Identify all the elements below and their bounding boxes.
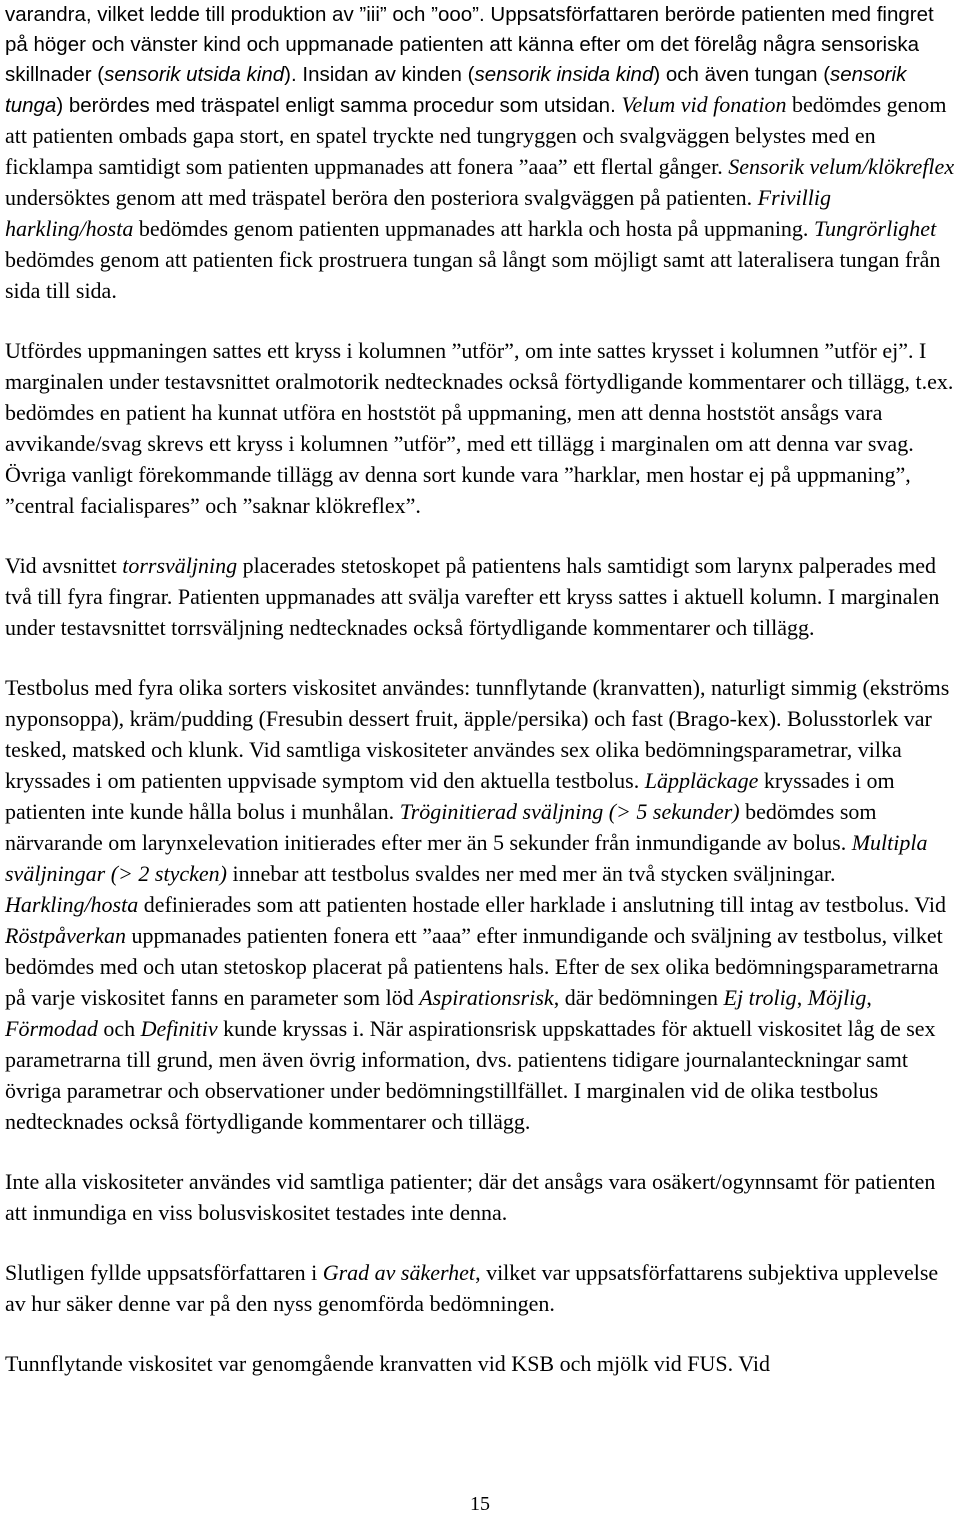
text-segment: ) och även tungan ( [653,63,831,86]
paragraph-dry-swallow [5,551,955,644]
text-segment: undersöktes genom att med träspatel beröra den posteriora svalgväggen på patienten. [5,185,758,210]
text-segment: Inte alla viskositeter användes vid samtliga patienter; där det ansågs vara osäkert/ogynnsamt för patienten att inmundiga en viss bolusviskositet testades inte denna. [5,1169,936,1225]
text-segment: , vilket var uppsatsförfattarens subjektiva upplevelse av hur säker denne var på den nyss genomförda bedömningen. [5,1260,939,1316]
italic-wrapper [5,892,139,917]
text-segment: placerades stetoskopet på patientens hals samtidigt som larynx palperades med två till fyra fingrar. Patienten uppmanades att svälja varefter ett kryss sattes i aktuell kolumn. I marginalen under testavsnittet torrsväljning nedtecknades också förtydligande kommentarer och tillägg. [5,553,940,640]
italic-term: Grad av säkerhet [322,1260,476,1285]
italic-term: sensorik tunga [5,63,907,117]
text-segment: uppmanades patienten fonera ett ”aaa” efter inmundigande och sväljning av testbolus, vilket bedömdes med och utan stetoskop placerat på patientens hals. Efter de sex olika bedömningsparametrarna på varje viskositet fanns en parameter som löd [5,923,943,1010]
text-segment: kunde kryssas i. När aspirationsrisk uppskattades för aktuell viskositet låg de sex parametrarna till grund, men även övrig information, dvs. patientens tidigare journalanteckningar samt övriga parametrar och observationer under bedömningstillfället. I marginalen vid de olika testbolus nedtecknades också förtydligande kommentarer och tillägg. [5,1016,936,1134]
page-number: 15 [470,1493,490,1515]
italic-term: Läppläckage [644,768,759,793]
italic-wrapper [140,1016,218,1041]
text-segment: Utfördes uppmaningen sattes ett kryss i kolumnen ”utför”, om inte sattes krysset i kolumnen ”utför ej”. I marginalen under testavsnittet oralmotorik nedtecknades också förtydligande kommentarer och tillägg, t.ex. bedömdes en patient ha kunnat utföra en hoststöt på uppmaning, men att denna hoststöt ansågs vara avvikande/svag skrevs ett kryss i kolumnen ”utför”, med ett tillägg i marginalen om att denna var svag. Övriga vanligt förekommande tillägg av denna sort kunde vara ”harklar, men hostar ej på uppmaning”, ”central facialispares” och ”saknar klökreflex”. [5,338,954,518]
italic-term: Velum vid fonation [621,92,787,117]
italic-term: Röstpåverkan [5,923,126,948]
paragraph-not-all [5,1167,955,1229]
italic-wrapper [399,799,740,824]
italic-wrapper [419,985,554,1010]
italic-term: Tröginitierad sväljning (> 5 sekunder) [399,799,740,824]
paragraph-oral-motor [5,0,955,307]
italic-wrapper [5,923,126,948]
italic-wrapper [474,64,653,86]
italic-term: torrsväljning [122,553,238,578]
italic-term: Multipla sväljningar (> 2 stycken) [5,830,928,886]
italic-wrapper [322,1260,476,1285]
text-segment: kryssades i om patienten inte kunde hålla bolus i munhålan. [5,768,895,824]
text-segment: och [97,1016,141,1041]
text-segment: ) berördes med träspatel enligt samma procedur som utsidan. [56,94,622,117]
italic-term: Aspirationsrisk [419,985,554,1010]
paragraph-test-bolus [5,673,955,1138]
text-segment: definierades som att patienten hostade eller harklade i anslutning till intag av testbolus. Vid [138,892,947,917]
text-segment: bedömdes genom att patienten ombads gapa stort, en spatel tryckte ned tungryggen och svalgväggen belystes med en ficklampa samtidigt som patienten uppmanades att fonera ”aaa” ett flertal gånger. [5,92,947,179]
italic-term: Möjlig [807,985,867,1010]
text-segment: bedömdes genom patienten uppmanades att harkla och hosta på uppmaning. [133,216,814,241]
italic-wrapper [104,64,284,86]
text-segment: ). Insidan av kinden ( [284,63,475,86]
italic-term: Definitiv [140,1016,218,1041]
italic-term: sensorik insida kind [474,63,654,86]
text-segment: Testbolus med fyra olika sorters viskositet användes: tunnflytande (kranvatten), naturligt simmig (ekströms nyponsoppa), kräm/pudding (Fresubin dessert fruit, äpple/persika) och fast (Brago-kex). Bolusstorlek var tesked, matsked och klunk. Vid samtliga viskositeter användes sex olika bedömningsparametrar, vilka kryssades i om patienten uppvisade symptom vid den aktuella testbolus. [5,675,950,793]
italic-term: Förmodad [5,1016,98,1041]
text-segment: Vid avsnittet [5,553,123,578]
paragraph-thin-liquid [5,1349,955,1380]
italic-term: Frivillig harkling/hosta [5,185,831,241]
italic-term: Ej trolig [723,985,797,1010]
italic-term: Harkling/hosta [5,892,139,917]
text-segment: innebar att testbolus svaldes ner med mer än två stycken sväljningar. [226,861,836,886]
italic-wrapper [728,154,955,179]
italic-wrapper [122,553,238,578]
text-segment: Slutligen fyllde uppsatsförfattaren i [5,1260,323,1285]
italic-wrapper [5,1016,98,1041]
text-segment: bedömdes som närvarande om larynxelevation initierades efter mer än 5 sekunder från inmundigande av bolus. [5,799,877,855]
italic-wrapper [621,92,787,117]
paragraph-certainty [5,1258,955,1320]
text-segment: , [866,985,872,1010]
document-page [5,0,955,1409]
italic-wrapper [813,216,937,241]
text-segment: , där bedömningen [553,985,724,1010]
text-segment: , [796,985,808,1010]
italic-term: Tungrörlighet [813,216,937,241]
text-segment: Tunnflytande viskositet var genomgående kranvatten vid KSB och mjölk vid FUS. Vid [5,1351,770,1376]
italic-wrapper [644,768,759,793]
italic-term: Sensorik velum/klökreflex [728,154,955,179]
italic-wrapper [723,985,797,1010]
text-segment: varandra, vilket ledde till produktion av ”iii” och ”ooo”. Uppsatsförfattaren berörde patienten med fingret på höger och vänster kind och uppmanade patienten att känna efter om det förelåg några sensoriska skillnader ( [5,3,934,86]
italic-wrapper [807,985,867,1010]
paragraph-marking [5,336,955,522]
text-segment: bedömdes genom att patienten fick prostruera tungan så långt som möjligt samt att lateralisera tungan från sida till sida. [5,247,941,303]
italic-term: sensorik utsida kind [104,63,285,86]
